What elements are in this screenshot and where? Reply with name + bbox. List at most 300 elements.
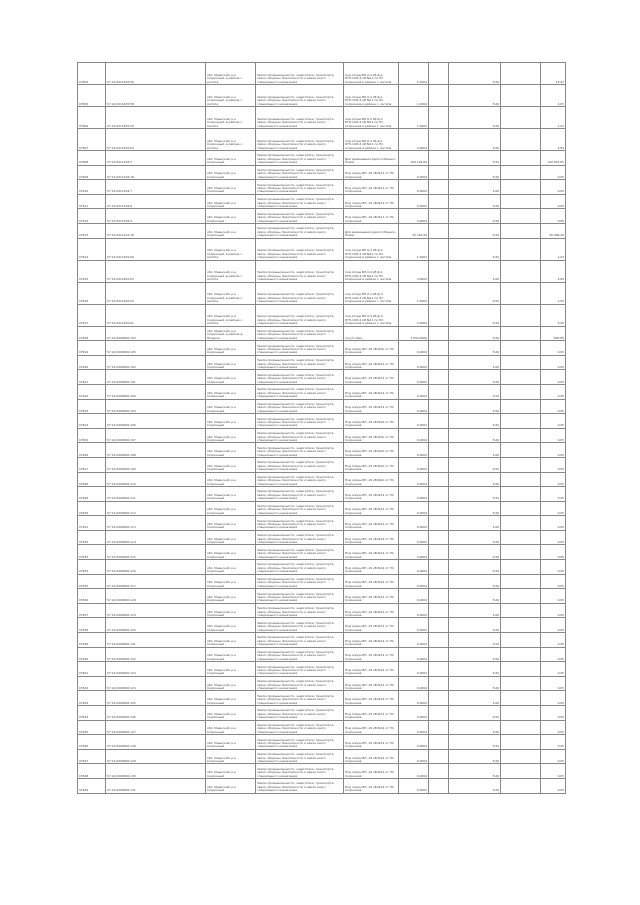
cell-empty — [429, 457, 449, 472]
cell-sum: 0,05 — [541, 194, 566, 209]
cell-sum: 0,05 — [541, 516, 566, 531]
cell-address: обл. Мценский, р-н Скоронный — [206, 603, 256, 618]
cell-number: 07632 — [78, 530, 106, 545]
cell-sum: 0,05 — [541, 545, 566, 560]
cell-sum: 0,05 — [541, 165, 566, 180]
cell-permitted-use: Под опоры ВЛ -10 кВ №12 от ПС Скоронная — [344, 647, 399, 662]
cell-permitted-use: Под опоры ВЛ -10 кВ №10 от ПС Скоронная — [344, 457, 399, 472]
cell-rate: 5,00 — [449, 633, 501, 648]
cell-permitted-use: Под опоры ВЛ -10 кВ №10 от ПС Скоронная — [344, 443, 399, 458]
cell-empty — [501, 647, 541, 662]
cell-cadastral: 57:14:0000000:106 — [106, 414, 206, 429]
table-row — [78, 85, 566, 107]
cell-empty — [501, 260, 541, 282]
cell-address: обл. Мценский, р-н Скоронный — [206, 530, 256, 545]
cell-address: обл. Мценский, р-н Скоронный, в районе с. Антипа — [206, 107, 256, 129]
cell-empty — [429, 326, 449, 341]
table-row — [78, 341, 566, 356]
cell-number: 07649 — [78, 778, 106, 793]
cell-sum: 0,05 — [541, 384, 566, 399]
cell-area: 0,0004 — [399, 443, 429, 458]
cell-number: 07615 — [78, 260, 106, 282]
cell-empty — [501, 516, 541, 531]
cell-permitted-use: Под опоры ВЛ -10 кВ №12 от ПС Скоронная — [344, 399, 399, 414]
cell-area: 0,0004 — [399, 706, 429, 721]
cell-area: 0,0004 — [399, 603, 429, 618]
table-row — [78, 574, 566, 589]
cell-cadastral: 57:14:0011405:60 — [106, 238, 206, 260]
cell-empty — [429, 574, 449, 589]
cell-number: 07612 — [78, 209, 106, 224]
cell-category: Земли промышленности, энергетики, транспорта, связи, обороны, безопасности и земли иного специального назначения — [256, 691, 344, 706]
cell-permitted-use: под опоры ВЛ-0,4 кВ ф-1 КТП-10/0,4 кВ №11 по ПС Скоронная в районе с. Антипа — [344, 85, 399, 107]
cell-category: Земли промышленности, энергетики, транспорта, связи, обороны, безопасности и земли иного специального назначения — [256, 370, 344, 385]
cell-cadastral: 57:14:0011405:56 — [106, 63, 206, 85]
cell-number: 07607 — [78, 129, 106, 151]
cell-sum: 0,05 — [541, 633, 566, 648]
cell-address: обл. Мценский, р-н Скоронный, в районе с. Антипа — [206, 304, 256, 326]
cell-address: обл. Мценский, р-н Скоронный — [206, 501, 256, 516]
cell-empty — [429, 151, 449, 166]
cell-sum: 0,05 — [541, 530, 566, 545]
cell-rate: 5,00 — [449, 238, 501, 260]
cell-cadastral: 57:14:0000000:102 — [106, 355, 206, 370]
cell-sum: 0,05 — [541, 457, 566, 472]
cell-permitted-use: Под опоры ВЛ -10 кВ №12 от ПС Скоронная — [344, 720, 399, 735]
cell-number: 07609 — [78, 165, 106, 180]
cell-area: 4,0004 — [399, 129, 429, 151]
cell-number: 07611 — [78, 194, 106, 209]
cell-permitted-use: Под опоры ВЛ -10 кВ №11 от ПС Скоронная — [344, 209, 399, 224]
cell-empty — [501, 443, 541, 458]
cell-empty — [429, 180, 449, 195]
cell-cadastral: 57:14:0000000:100 — [106, 384, 206, 399]
cell-area: 0,0004 — [399, 662, 429, 677]
cell-number: 07643 — [78, 691, 106, 706]
cell-empty — [501, 223, 541, 238]
cell-address: обл. Мценский, р-н Скоронный — [206, 691, 256, 706]
cell-empty — [501, 238, 541, 260]
cell-rate: 5,00 — [449, 151, 501, 166]
cell-cadastral: 57:14:0000000:115 — [106, 545, 206, 560]
cell-address: обл. Мценский, р-н Скоронный — [206, 545, 256, 560]
cell-address: обл. Мценский, р-н Скоронный — [206, 749, 256, 764]
cell-area: 0,0004 — [399, 414, 429, 429]
cell-permitted-use: под опоры ВЛ-0,4 кВ ф-1 КТП-10/0,4 кВ №11 по ПС Скоронная в районе с. Антипа — [344, 260, 399, 282]
cell-cadastral: 57:14:0011405:59 — [106, 107, 206, 129]
table-row — [78, 326, 566, 341]
cell-number: 07630 — [78, 501, 106, 516]
cell-address: обл. Мценский, р-н Скоронный, в районе д. Ягодное — [206, 326, 256, 341]
cell-permitted-use: под опоры ВЛ-0,4 кВ ф-3 КТП-10/0,4 кВ №11 по ПС Скоронная в районе с. Антипа — [344, 282, 399, 304]
cell-cadastral: 57:14:0000000:109 — [106, 457, 206, 472]
cell-rate: 5,00 — [449, 560, 501, 575]
cell-sum: 0,05 — [541, 735, 566, 750]
cell-permitted-use: под опоры ВЛ-0,4 кВ ф-2 КТП-10/0,4 кВ №11 по ПС Скоронная в районе с. Антипа — [344, 238, 399, 260]
cell-cadastral: 57:14:0011109:7 — [106, 180, 206, 195]
cell-empty — [429, 589, 449, 604]
cell-category: Земли промышленности, энергетики, транспорта, связи, обороны, безопасности и земли иного специального назначения — [256, 487, 344, 502]
cell-cadastral: 57:14:0000000:103 — [106, 326, 206, 341]
cell-cadastral: 57:14:0000000:119 — [106, 603, 206, 618]
cell-rate: 5,00 — [449, 691, 501, 706]
cell-empty — [429, 194, 449, 209]
table-row — [78, 443, 566, 458]
cell-address: обл. Мценский, р-н Скоронный — [206, 223, 256, 238]
cell-address: обл. Мценский, р-н Скоронный — [206, 355, 256, 370]
cell-address: обл. Мценский, р-н Скоронный — [206, 370, 256, 385]
cell-rate: 5,00 — [449, 209, 501, 224]
cell-area: 1,0004 — [399, 282, 429, 304]
cell-sum: 0,05 — [541, 399, 566, 414]
cell-category: Земли промышленности, энергетики, транспорта, связи, обороны, безопасности и земли иного специального назначения — [256, 165, 344, 180]
cell-number: 07622 — [78, 384, 106, 399]
cell-permitted-use: Под опоры ВЛ -10 кВ №12 от ПС Скоронная — [344, 516, 399, 531]
cell-empty — [429, 107, 449, 129]
cell-cadastral: 57:14:0000000:125 — [106, 691, 206, 706]
cell-permitted-use: Под опоры ВЛ -10 кВ №12 от ПС Скоронная — [344, 603, 399, 618]
cell-number: 07634 — [78, 560, 106, 575]
cell-permitted-use: под опоры ВЛ-0,4 кВ ф-3 КТП-10/0,4 кВ №11 по ПС Скоронная в районе с. Антипа — [344, 107, 399, 129]
cell-rate: 5,00 — [449, 501, 501, 516]
cell-category: Земли промышленности, энергетики, транспорта, связи, обороны, безопасности и земли иного специального назначения — [256, 384, 344, 399]
cell-empty — [501, 194, 541, 209]
cell-area: 33 316,00 — [399, 223, 429, 238]
cell-rate: 5,00 — [449, 749, 501, 764]
cell-area: 0,0004 — [399, 545, 429, 560]
cell-category: Земли промышленности, энергетики, транспорта, связи, обороны, безопасности и земли иного специального назначения — [256, 545, 344, 560]
cell-empty — [501, 501, 541, 516]
cell-address: обл. Мценский, р-н Скоронный — [206, 647, 256, 662]
cell-address: обл. Мценский, р-н Скоронный — [206, 560, 256, 575]
cell-number: 07616 — [78, 282, 106, 304]
cell-permitted-use: под опоры ВЛ-0,4 кВ ф-3 КТП-10/0,4 кВ №11 по ПС Скоронная в районе с. Антипа — [344, 304, 399, 326]
cell-empty — [429, 778, 449, 793]
cell-empty — [429, 384, 449, 399]
cell-cadastral: 57:14:0011405:64 — [106, 129, 206, 151]
table-row — [78, 399, 566, 414]
cell-permitted-use: Для размещения дороги Мценск-Новое — [344, 151, 399, 166]
cell-permitted-use: Под опоры ВЛ -10 кВ №12 от ПС Скоронная — [344, 384, 399, 399]
cell-cadastral: 57:14:0000000:116 — [106, 560, 206, 575]
cell-area: 0,0004 — [399, 384, 429, 399]
cell-permitted-use: Под опоры ВЛ -10 кВ №11 от ПС Скоронная — [344, 180, 399, 195]
cell-number: 07638 — [78, 618, 106, 633]
cell-empty — [429, 238, 449, 260]
cell-area: 0,0004 — [399, 691, 429, 706]
cell-sum: 0,05 — [541, 589, 566, 604]
cell-sum: 1,01 — [541, 107, 566, 129]
cell-number: 07642 — [78, 676, 106, 691]
cell-rate: 5,00 — [449, 545, 501, 560]
cell-area: 1,0004 — [399, 238, 429, 260]
cell-address: обл. Мценский, р-н Скоронный — [206, 589, 256, 604]
cell-area: 0,0004 — [399, 341, 429, 356]
cell-empty — [501, 428, 541, 443]
table-row — [78, 194, 566, 209]
table-row — [78, 589, 566, 604]
cell-empty — [429, 443, 449, 458]
land-plots-table — [77, 62, 566, 794]
cell-address: обл. Мценский, р-н Скоронный — [206, 341, 256, 356]
cell-cadastral: 57:14:0000000:120 — [106, 618, 206, 633]
cell-empty — [501, 618, 541, 633]
cell-category: Земли промышленности, энергетики, транспорта, связи, обороны, безопасности и земли иного специального назначения — [256, 238, 344, 260]
cell-category: Земли промышленности, энергетики, транспорта, связи, обороны, безопасности и земли иного специального назначения — [256, 589, 344, 604]
cell-area: 0,0004 — [399, 355, 429, 370]
cell-address: обл. Мценский, р-н Скоронный — [206, 209, 256, 224]
cell-sum: 0,05 — [541, 501, 566, 516]
cell-category: Земли промышленности, энергетики, транспорта, связи, обороны, безопасности и земли иного специального назначения — [256, 720, 344, 735]
table-row — [78, 165, 566, 180]
cell-area: 0,0004 — [399, 457, 429, 472]
cell-area: 0,0004 — [399, 735, 429, 750]
cell-empty — [501, 691, 541, 706]
cell-sum: 1,05 — [541, 85, 566, 107]
cell-cadastral: 57:14:0000000:104 — [106, 399, 206, 414]
table-row — [78, 516, 566, 531]
cell-empty — [501, 209, 541, 224]
cell-empty — [501, 355, 541, 370]
cell-rate: 5,00 — [449, 428, 501, 443]
cell-area: 0,0004 — [399, 764, 429, 779]
cell-number: 07640 — [78, 647, 106, 662]
cell-category: Земли промышленности, энергетики, транспорта, связи, обороны, безопасности и земли иного специального назначения — [256, 304, 344, 326]
cell-sum: 40 096,45 — [541, 223, 566, 238]
cell-category: Земли промышленности, энергетики, транспорта, связи, обороны, безопасности и земли иного специального назначения — [256, 560, 344, 575]
cell-empty — [501, 304, 541, 326]
cell-empty — [501, 107, 541, 129]
cell-sum: 0,05 — [541, 180, 566, 195]
cell-number: 07647 — [78, 749, 106, 764]
cell-empty — [429, 691, 449, 706]
table-row — [78, 151, 566, 166]
cell-category: Земли промышленности, энергетики, транспорта, связи, обороны, безопасности и земли иного специального назначения — [256, 516, 344, 531]
cell-permitted-use: Под опоры ВЛ -10 кВ №12 от ПС Скоронная — [344, 778, 399, 793]
cell-sum: 1,03 — [541, 238, 566, 260]
cell-cadastral: 57:14:0000000:105 — [106, 341, 206, 356]
cell-empty — [501, 165, 541, 180]
cell-rate: 5,00 — [449, 414, 501, 429]
cell-number: 07619 — [78, 341, 106, 356]
cell-empty — [501, 633, 541, 648]
cell-empty — [429, 603, 449, 618]
table-row — [78, 370, 566, 385]
cell-permitted-use: Под опоры ВЛ -10 кВ №12 от ПС Скоронная — [344, 676, 399, 691]
table-row — [78, 691, 566, 706]
cell-number: 07629 — [78, 487, 106, 502]
table-row — [78, 223, 566, 238]
cell-empty — [429, 647, 449, 662]
cell-empty — [501, 341, 541, 356]
cell-empty — [501, 735, 541, 750]
table-row — [78, 662, 566, 677]
table-row — [78, 107, 566, 129]
cell-permitted-use: Под опоры ВЛ -10 кВ №12 от ПС Скоронная — [344, 633, 399, 648]
cell-number: 07624 — [78, 414, 106, 429]
cell-address: обл. Мценский, р-н Скоронный — [206, 706, 256, 721]
cell-address: обл. Мценский, р-н Скоронный — [206, 165, 256, 180]
cell-empty — [501, 764, 541, 779]
cell-sum: 0,05 — [541, 676, 566, 691]
cell-address: обл. Мценский, р-н Скоронный — [206, 443, 256, 458]
cell-cadastral: 57:14:0000000:130 — [106, 764, 206, 779]
cell-cadastral: 57:14:0000000:114 — [106, 530, 206, 545]
cell-area: 0,0004 — [399, 428, 429, 443]
cell-cadastral: 57:14:0011405:63 — [106, 260, 206, 282]
cell-category: Земли промышленности, энергетики, транспорта, связи, обороны, безопасности и земли иного специального назначения — [256, 735, 344, 750]
cell-empty — [429, 706, 449, 721]
cell-permitted-use: под опоры ВЛ-0,4 кВ ф-2 КТП-10/0,4 кВ №11 по ПС Скоронная в районе с. Антипа — [344, 63, 399, 85]
cell-category: Земли промышленности, энергетики, транспорта, связи, обороны, безопасности и земли иного специального назначения — [256, 355, 344, 370]
table-row — [78, 457, 566, 472]
cell-empty — [501, 326, 541, 341]
cell-number: 07610 — [78, 180, 106, 195]
cell-permitted-use: Под опоры ВЛ -10 кВ №12 от ПС Скоронная — [344, 589, 399, 604]
cell-empty — [429, 545, 449, 560]
cell-area: 0,0004 — [399, 516, 429, 531]
cell-rate: 5,00 — [449, 180, 501, 195]
cell-sum: 1,05 — [541, 282, 566, 304]
cell-address: обл. Мценский, р-н Скоронный — [206, 180, 256, 195]
cell-rate: 5,00 — [449, 487, 501, 502]
cell-permitted-use: Под опоры ВЛ -10 кВ №12 от ПС Скоронная — [344, 487, 399, 502]
table-row — [78, 735, 566, 750]
cell-rate: 5,00 — [449, 355, 501, 370]
cell-rate: 5,00 — [449, 676, 501, 691]
cell-address: обл. Мценский, р-н Скоронный — [206, 735, 256, 750]
cell-sum: 0,05 — [541, 209, 566, 224]
cell-area: 1,0004 — [399, 63, 429, 85]
cell-sum: 0,05 — [541, 414, 566, 429]
cell-category: Земли промышленности, энергетики, транспорта, связи, обороны, безопасности и земли иного специального назначения — [256, 180, 344, 195]
cell-category: Земли промышленности, энергетики, транспорта, связи, обороны, безопасности и земли иного специального назначения — [256, 647, 344, 662]
cell-address: обл. Мценский, р-н Скоронный, в районе с. Антипа — [206, 238, 256, 260]
cell-empty — [501, 530, 541, 545]
cell-sum: 0,05 — [541, 706, 566, 721]
table-row — [78, 647, 566, 662]
cell-empty — [429, 341, 449, 356]
cell-number: 07633 — [78, 545, 106, 560]
cell-empty — [429, 633, 449, 648]
cell-empty — [501, 706, 541, 721]
cell-area: 0,0004 — [399, 530, 429, 545]
cell-cadastral: 57:14:0000000:126 — [106, 706, 206, 721]
cell-sum: 120 097,65 — [541, 151, 566, 166]
cell-cadastral: 57:14:0011405:61 — [106, 304, 206, 326]
cell-category: Земли промышленности, энергетики, транспорта, связи, обороны, безопасности и земли иного специального назначения — [256, 574, 344, 589]
cell-empty — [501, 545, 541, 560]
cell-area: 0,0004 — [399, 165, 429, 180]
cell-area: 0,0004 — [399, 560, 429, 575]
table-row — [78, 180, 566, 195]
cell-rate: 5,00 — [449, 304, 501, 326]
cell-sum: 0,05 — [541, 662, 566, 677]
cell-category: Земли промышленности, энергетики, транспорта, связи, обороны, безопасности и земли иного специального назначения — [256, 501, 344, 516]
cell-number: 07614 — [78, 238, 106, 260]
cell-address: обл. Мценский, р-н Скоронный, в районе с. Антипа — [206, 129, 256, 151]
cell-number: 07635 — [78, 574, 106, 589]
table-row — [78, 282, 566, 304]
cell-number: 07637 — [78, 603, 106, 618]
table-row — [78, 129, 566, 151]
cell-permitted-use: под опоры ВЛ-0,4 кВ ф-1 КТП-10/0,4 кВ №11 по ПС Скоронная в районе с. Антипа — [344, 129, 399, 151]
cell-empty — [501, 414, 541, 429]
cell-empty — [501, 778, 541, 793]
cell-category: Земли промышленности, энергетики, транспорта, связи, обороны, безопасности и земли иного специального назначения — [256, 414, 344, 429]
cell-category: Земли промышленности, энергетики, транспорта, связи, обороны, безопасности и земли иного специального назначения — [256, 326, 344, 341]
cell-empty — [429, 85, 449, 107]
table-row — [78, 749, 566, 764]
cell-empty — [501, 180, 541, 195]
cell-permitted-use: Под опоры ВЛ -10 кВ №12 от ПС Скоронная — [344, 355, 399, 370]
table-row — [78, 764, 566, 779]
cell-number: 07636 — [78, 589, 106, 604]
cell-sum: 0,05 — [541, 370, 566, 385]
cell-permitted-use: Под опоры ВЛ -10 кВ №12 от ПС Скоронная — [344, 749, 399, 764]
cell-number: 07645 — [78, 720, 106, 735]
cell-category: Земли промышленности, энергетики, транспорта, связи, обороны, безопасности и земли иного специального назначения — [256, 457, 344, 472]
table-row — [78, 720, 566, 735]
cell-rate: 5,00 — [449, 735, 501, 750]
table-row — [78, 706, 566, 721]
cell-category: Земли промышленности, энергетики, транспорта, связи, обороны, безопасности и земли иного специального назначения — [256, 472, 344, 487]
cell-address: обл. Мценский, р-н Скоронный — [206, 487, 256, 502]
cell-permitted-use: Под опоры ВЛ -10 кВ №12 от ПС Скоронная — [344, 370, 399, 385]
table-row — [78, 355, 566, 370]
cell-rate: 5,00 — [449, 63, 501, 85]
cell-cadastral: 57:14:0000000:113 — [106, 516, 206, 531]
cell-category: Земли промышленности, энергетики, транспорта, связи, обороны, безопасности и земли иного специального назначения — [256, 209, 344, 224]
table-row — [78, 238, 566, 260]
cell-permitted-use: Под опоры ВЛ -10 кВ №12 от ПС Скоронная — [344, 706, 399, 721]
cell-sum: 4,84 — [541, 260, 566, 282]
cell-category: Земли промышленности, энергетики, транспорта, связи, обороны, безопасности и земли иного специального назначения — [256, 633, 344, 648]
cell-empty — [429, 618, 449, 633]
cell-number: 07631 — [78, 516, 106, 531]
cell-empty — [501, 399, 541, 414]
cell-category: Земли промышленности, энергетики, транспорта, связи, обороны, безопасности и земли иного специального назначения — [256, 662, 344, 677]
cell-empty — [429, 260, 449, 282]
cell-rate: 5,00 — [449, 764, 501, 779]
cell-empty — [429, 516, 449, 531]
cell-permitted-use: Под опоры ВЛ -10 кВ №12 от ПС Скоронная — [344, 764, 399, 779]
cell-permitted-use: Под опоры ВЛ -10 кВ №10 от ПС Скоронная — [344, 472, 399, 487]
table-row — [78, 778, 566, 793]
cell-cadastral: 57:14:0000000:111 — [106, 487, 206, 502]
table-row — [78, 428, 566, 443]
cell-empty — [501, 85, 541, 107]
cell-cadastral: 57:14:0011405:62 — [106, 282, 206, 304]
cell-rate: 5,00 — [449, 326, 501, 341]
cell-rate: 5,00 — [449, 129, 501, 151]
cell-cadastral: 57:14:0000000:131 — [106, 778, 206, 793]
cell-rate: 5,00 — [449, 282, 501, 304]
cell-empty — [429, 223, 449, 238]
cell-area: 0,0004 — [399, 180, 429, 195]
cell-empty — [429, 676, 449, 691]
cell-empty — [429, 414, 449, 429]
cell-empty — [501, 472, 541, 487]
cell-number: 07618 — [78, 326, 106, 341]
cell-cadastral: 57:14:0000000:123 — [106, 662, 206, 677]
cell-rate: 5,00 — [449, 443, 501, 458]
cell-permitted-use: Под опоры ВЛ -10 кВ №11 от ПС Скоронная — [344, 165, 399, 180]
cell-area: 0,0004 — [399, 589, 429, 604]
cell-empty — [429, 282, 449, 304]
cell-sum: 0,05 — [541, 355, 566, 370]
table-row — [78, 560, 566, 575]
